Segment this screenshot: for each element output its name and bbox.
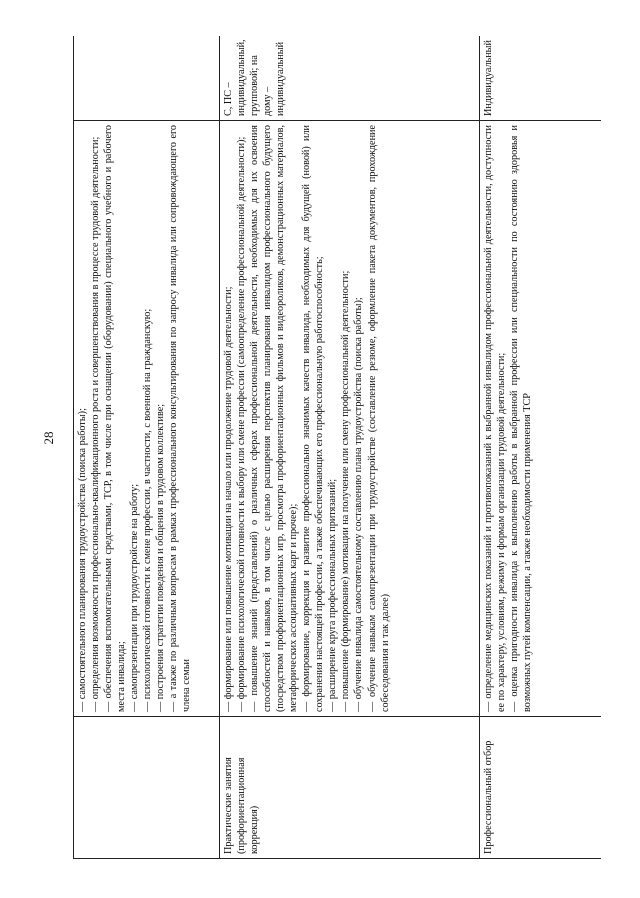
content-line: — оценка пригодности инвалида к выполнению работы в выбранной профессии или специальности по состоянию здоровья и возможных путей компенсации, а также необходимости применения ТСР xyxy=(509,125,534,712)
page-number: 28 xyxy=(41,431,56,445)
table-row xyxy=(220,36,480,859)
content-line: — самопрезентации при трудоустройстве на работу; xyxy=(129,483,141,712)
service-name-cell: Профессиональный отбор xyxy=(480,717,602,859)
service-form-cell xyxy=(74,36,220,121)
document-sheet xyxy=(73,36,601,859)
service-name-cell xyxy=(74,717,220,859)
content-line: — формирование психологической готовности к выбору или смене профессии (самоопределение профессиональной деятельности); xyxy=(236,136,248,712)
content-line: — расширение круга профессиональных притязаний; xyxy=(327,478,339,712)
content-line: — построения стратегии поведения и общения в трудовом коллективе; xyxy=(155,403,167,712)
table-row xyxy=(74,36,220,859)
content-line: — обеспечения вспомогательными средствами, ТСР, в том числе при оснащении (оборудовании) специального учебного и рабочего места инвалида; xyxy=(103,125,128,712)
service-form-cell: Индивидуальный xyxy=(480,36,602,121)
service-content-cell xyxy=(220,121,480,717)
content-line: — обучение навыкам самопрезентации при трудоустройстве (составление резюме, оформление пакета документов, прохождение собеседования и так далее) xyxy=(366,125,391,712)
service-content-cell xyxy=(480,121,602,717)
content-line: — а также по различным вопросам в рамках профессионального консультирования по запросу инвалида или сопровождающего его члена семьи xyxy=(168,125,193,712)
rotated-table-wrapper xyxy=(73,36,601,859)
content-line: — формирование или повышение мотивации на начало или продолжение трудовой деятельности; xyxy=(223,286,234,712)
content-line: — психологической готовности к смене профессии, в частности, с военной на гражданскую; xyxy=(142,308,154,712)
content-line: — определение медицинских показаний и противопоказаний к выбранной инвалидом профессиональной деятельности, доступности ее по характеру, условиям, режиму и формам организации трудовой деятельности; xyxy=(483,125,508,712)
service-content-cell xyxy=(74,121,220,717)
service-name-cell: Практические занятия (профориентационная коррекция) xyxy=(220,717,480,859)
table-row xyxy=(480,36,602,859)
content-line: — повышение знаний (представлений) о различных сферах профессиональной деятельности, необходимых для их освоения способностей и навыков, в том числе с целью расширения перспектив планирования инвалидом профессионального будущего (посредством профориентационных игр, просмотра профориентационных фильмов и видеороликов, демонстрационных материалов, метафорических ассоциативных карт и прочее); xyxy=(249,125,300,712)
content-line: — обучение инвалида самостоятельному составлению плана трудоустройства (поиска работы); xyxy=(353,297,365,712)
content-line: — определения возможности профессионально-квалификационного роста и совершенствования в процессе трудовой деятельности; xyxy=(90,136,102,712)
service-form-cell: С, ПС – индивидуальный, групповой; на дому – индивидуальный xyxy=(220,36,480,121)
content-line: — формирование, коррекция и развитие профессионально значимых качеств инвалида, необходимых для будущей (новой) или сохранения настоящей профессии, а также обеспечивающих его профессиональную работоспособность; xyxy=(301,125,326,712)
content-line: — самостоятельного планирования трудоустройства (поиска работы); xyxy=(77,408,88,712)
rehabilitation-table xyxy=(73,36,601,859)
content-line: — повышение (формирование) мотивации на получение или смену профессиональной деятельности; xyxy=(340,270,352,712)
